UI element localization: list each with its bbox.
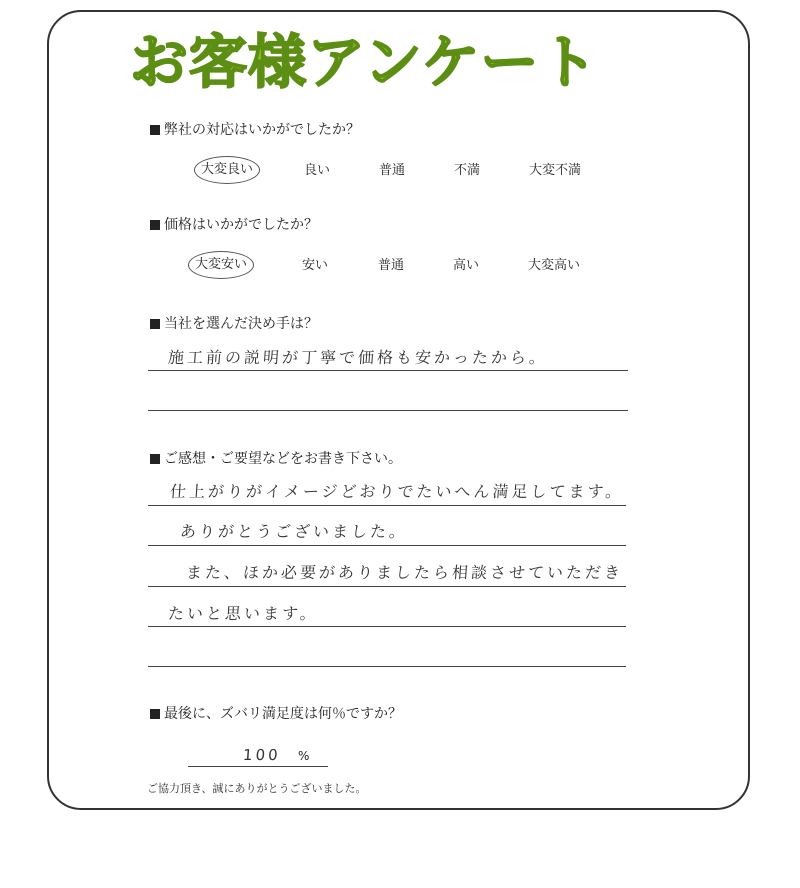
question-5-label: 最後に、ズバリ満足度は何％ですか？ <box>164 706 402 722</box>
q4-answer-rule-5 <box>148 666 626 667</box>
q4-answer-line-4: たいと思います。 <box>167 604 320 623</box>
q1-option-1-selected[interactable]: 大変良い <box>194 156 260 184</box>
bullet-square-icon <box>150 319 160 329</box>
bullet-square-icon <box>150 220 160 230</box>
q1-option-2[interactable]: 良い <box>304 163 331 178</box>
question-1 <box>150 121 360 139</box>
question-2 <box>150 216 318 234</box>
bullet-square-icon <box>150 125 160 135</box>
q2-option-5[interactable]: 大変高い <box>528 258 581 273</box>
q2-option-2[interactable]: 安い <box>302 258 329 273</box>
question-5 <box>150 705 402 723</box>
satisfaction-unit: % <box>298 749 310 763</box>
q4-answer-line-1: 仕上がりがイメージどおりでたいへん満足してます。 <box>169 482 625 501</box>
q1-option-5[interactable]: 大変不満 <box>529 163 582 178</box>
question-3 <box>150 315 318 333</box>
bullet-square-icon <box>150 454 160 464</box>
satisfaction-rule <box>188 766 328 767</box>
q2-option-1-selected[interactable]: 大変安い <box>188 251 254 279</box>
question-1-label: 弊社の対応はいかがでしたか？ <box>164 122 360 138</box>
question-4-label: ご感想・ご要望などをお書き下さい。 <box>164 451 402 467</box>
q4-answer-rule-2 <box>148 545 626 546</box>
q3-answer-line-1: 施工前の説明が丁寧で価格も安かったから。 <box>167 348 549 367</box>
q3-answer-rule-1 <box>148 370 628 371</box>
bullet-square-icon <box>150 709 160 719</box>
footer-thanks: ご協力頂き、誠にありがとうございました。 <box>147 782 367 795</box>
q4-answer-rule-4 <box>148 626 626 627</box>
q1-option-4[interactable]: 不満 <box>454 163 481 178</box>
q2-option-3[interactable]: 普通 <box>378 258 405 273</box>
q4-answer-line-2: ありがとうございました。 <box>179 522 409 541</box>
q3-answer-rule-2 <box>148 410 628 411</box>
survey-title: お客様アンケート <box>130 28 599 96</box>
q1-option-3[interactable]: 普通 <box>379 163 406 178</box>
question-4 <box>150 450 402 468</box>
q2-option-4[interactable]: 高い <box>453 258 480 273</box>
question-2-label: 価格はいかがでしたか？ <box>164 217 318 233</box>
q4-answer-rule-1 <box>148 505 626 506</box>
question-3-label: 当社を選んだ決め手は？ <box>164 316 318 332</box>
satisfaction-value: 100 <box>242 746 282 764</box>
q4-answer-rule-3 <box>148 586 626 587</box>
q4-answer-line-3: また、ほか必要がありましたら相談させていただき <box>185 563 624 582</box>
